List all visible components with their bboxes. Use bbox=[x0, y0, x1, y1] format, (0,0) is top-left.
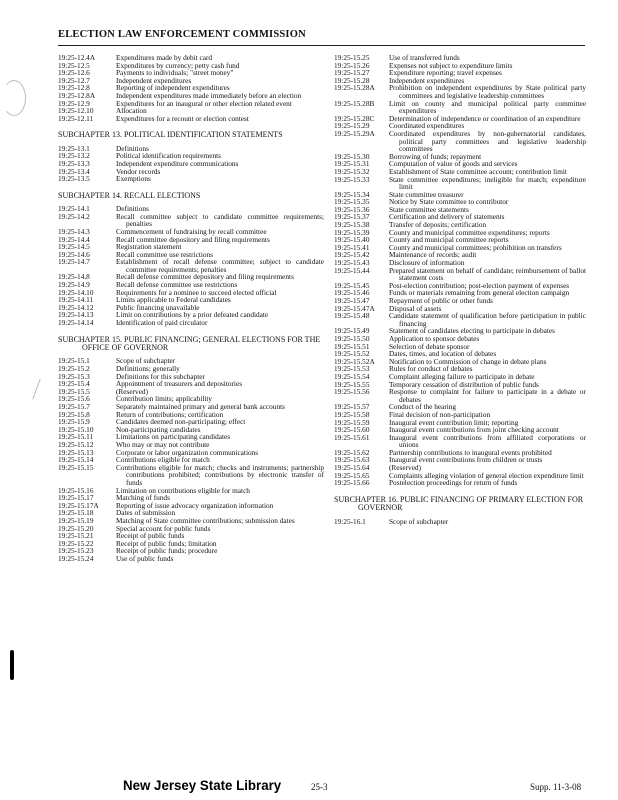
section-number: 19:25-15.58 bbox=[334, 409, 370, 419]
section-number: 19:25-15.28B bbox=[334, 98, 375, 108]
section-title: Independent expenditures bbox=[389, 75, 465, 85]
section-title: Matching of State committee contributions; submission dates bbox=[116, 515, 295, 525]
toc-entry bbox=[334, 456, 586, 464]
toc-entry bbox=[58, 175, 324, 183]
section-number: 19:25-15.11 bbox=[58, 432, 94, 442]
section-title: Disclosure of information bbox=[389, 258, 465, 268]
toc-entry bbox=[334, 100, 586, 115]
section-title: Determination of independence or coordination of an expenditure bbox=[389, 113, 581, 123]
section-number: 19:25-15.57 bbox=[334, 402, 370, 412]
section-number: 19:25-15.5 bbox=[58, 386, 90, 396]
section-title: Contributions eligible for match bbox=[116, 455, 210, 465]
section-title: Inaugural event contributions from joint checking account bbox=[389, 425, 559, 435]
toc-entry bbox=[58, 236, 324, 244]
section-number: 19:25-14.4 bbox=[58, 234, 90, 244]
left-column bbox=[58, 54, 324, 562]
toc-entry bbox=[58, 213, 324, 228]
section-number: 19:25-15.32 bbox=[334, 166, 370, 176]
section-number: 19:25-14.13 bbox=[58, 310, 94, 320]
section-title: Payments to individuals; "street money" bbox=[116, 68, 234, 78]
section-title: County and municipal committee reports bbox=[389, 235, 509, 245]
section-number: 19:25-15.13 bbox=[58, 447, 94, 457]
section-number: 19:25-14.8 bbox=[58, 272, 90, 282]
section-number: 19:25-15.29 bbox=[334, 121, 370, 131]
section-title: Definitions for this subchapter bbox=[116, 371, 205, 381]
section-number: 19:25-15.10 bbox=[58, 424, 94, 434]
section-title: Selection of debate sponsor bbox=[389, 341, 470, 351]
subchapter-heading: SUBCHAPTER 14. RECALL ELECTIONS bbox=[58, 190, 201, 200]
section-title: Conduct of the hearing bbox=[389, 402, 457, 412]
section-title: State committee treasurer bbox=[389, 189, 464, 199]
section-number: 19:25-15.43 bbox=[334, 258, 370, 268]
section-title: Scope of subchapter bbox=[116, 356, 176, 366]
section-number: 19:25-15.35 bbox=[334, 197, 370, 207]
section-title: (Reserved) bbox=[116, 386, 149, 396]
section-number: 19:25-15.22 bbox=[58, 538, 94, 548]
section-title: Reporting of independent expenditures bbox=[116, 83, 230, 93]
section-title: Computation of value of goods and services bbox=[389, 159, 518, 169]
toc-entry bbox=[58, 100, 324, 108]
section-title: Public financing unavailable bbox=[116, 302, 200, 312]
toc-entry bbox=[58, 487, 324, 495]
section-number: 19:25-15.25 bbox=[334, 53, 370, 62]
section-number: 19:25-15.4 bbox=[58, 379, 90, 389]
toc-entry bbox=[334, 518, 586, 526]
section-number: 19:25-15.61 bbox=[334, 432, 370, 442]
section-number: 19:25-15.40 bbox=[334, 235, 370, 245]
section-title: Vendor records bbox=[116, 166, 161, 176]
section-number: 19:25-15.18 bbox=[58, 508, 94, 518]
section-number: 19:25-15.2 bbox=[58, 364, 90, 374]
section-number: 19:25-15.36 bbox=[334, 204, 370, 214]
section-number: 19:25-15.53 bbox=[334, 364, 370, 374]
section-number: 19:25-15.1 bbox=[58, 356, 90, 366]
section-title: Requirements for a nominee to succeed elected official bbox=[116, 287, 277, 297]
section-title: Registration statement bbox=[116, 242, 182, 252]
section-title: Receipt of public funds bbox=[116, 531, 185, 541]
section-title: Political identification requirements bbox=[116, 151, 221, 161]
section-number: 19:25-15.49 bbox=[334, 326, 370, 336]
section-number: 19:25-13.4 bbox=[58, 166, 90, 176]
section-number: 19:25-15.15 bbox=[58, 462, 94, 472]
section-title: Response to complaint for failure to participate in a debate or debates bbox=[389, 387, 586, 404]
subchapter-heading: SUBCHAPTER 15. PUBLIC FINANCING; GENERAL ELECTIONS FOR THE OFFICE OF GOVERNOR bbox=[58, 334, 321, 353]
toc-entry bbox=[58, 464, 324, 487]
section-title: Definitions bbox=[116, 204, 149, 214]
subchapter-heading: SUBCHAPTER 16. PUBLIC FINANCING OF PRIMARY ELECTION FOR GOVERNOR bbox=[334, 494, 584, 513]
section-title: Use of public funds bbox=[116, 553, 174, 563]
section-number: 19:25-15.16 bbox=[58, 485, 94, 495]
section-number: 19:25-13.5 bbox=[58, 174, 90, 184]
section-title: Contribution limits; applicability bbox=[116, 394, 213, 404]
section-number: 19:25-12.8A bbox=[58, 90, 96, 100]
section-title: Candidate statement of qualification before participation in public financing bbox=[389, 311, 586, 328]
section-title: Limit on contributions by a prior defeated candidate bbox=[116, 310, 269, 320]
section-number: 19:25-12.10 bbox=[58, 106, 94, 116]
section-title: Limitations on participating candidates bbox=[116, 432, 231, 442]
right-column bbox=[334, 54, 586, 525]
section-number: 19:25-12.9 bbox=[58, 98, 90, 108]
section-title: Contributions eligible for match; checks and instruments; partnership contributions prohibited; contributions by electronic transfer of funds bbox=[116, 462, 324, 487]
section-title: Expenditures made by debit card bbox=[116, 53, 213, 62]
section-number: 19:25-15.47A bbox=[334, 303, 375, 313]
section-title: Prepared statement on behalf of candidate; reimbursement of ballot statement costs bbox=[389, 265, 586, 283]
page-number: 25-3 bbox=[311, 782, 328, 792]
section-title: County and municipal committee expenditures; reports bbox=[389, 227, 550, 237]
section-title: County and municipal committees; prohibition on transfers bbox=[389, 242, 562, 252]
section-number: 19:25-15.44 bbox=[334, 265, 370, 275]
section-title: Who may or may not contribute bbox=[116, 439, 210, 449]
section-number: 19:25-14.14 bbox=[58, 318, 94, 328]
toc-entry bbox=[58, 258, 324, 273]
section-number: 19:25-15.29A bbox=[334, 128, 375, 138]
section-title: Repayment of public or other funds bbox=[389, 296, 493, 305]
section-title: State committee statements bbox=[389, 204, 469, 214]
section-title: Notice by State committee to contributor bbox=[389, 197, 509, 207]
section-number: 19:25-12.11 bbox=[58, 113, 94, 123]
section-title: Prohibition on independent expenditures by State political party committees and legislative leadership committees bbox=[389, 83, 586, 100]
section-title: Independent expenditure communications bbox=[116, 158, 239, 168]
section-title: Limitation on contributions eligible for match bbox=[116, 485, 250, 495]
toc-entry bbox=[58, 357, 324, 365]
toc-entry bbox=[58, 69, 324, 77]
section-title: Recall committee depository and filing requirements bbox=[116, 234, 270, 244]
section-title: Expenditure reporting; travel expenses bbox=[389, 68, 502, 78]
section-number: 19:25-15.66 bbox=[334, 478, 370, 488]
toc-entry bbox=[58, 319, 324, 327]
section-number: 19:25-15.60 bbox=[334, 425, 370, 435]
section-number: 19:25-15.47 bbox=[334, 296, 370, 305]
toc-entry bbox=[334, 479, 586, 487]
scan-margin-tick bbox=[32, 378, 40, 399]
section-number: 19:25-14.2 bbox=[58, 211, 90, 221]
section-number: 19:25-15.48 bbox=[334, 311, 370, 321]
section-title: Notification to Commission of change in debate plans bbox=[389, 356, 547, 366]
section-title: Scope of subchapter bbox=[389, 516, 449, 526]
section-title: Limit on county and municipal political party committee expenditures bbox=[389, 98, 586, 116]
scan-binding-mark bbox=[10, 650, 14, 680]
section-number: 19:25-15.31 bbox=[334, 159, 370, 169]
section-title: Candidates deemed non-participating; effect bbox=[116, 417, 246, 427]
section-title: Expenditures for a recount or election contest bbox=[116, 113, 249, 123]
section-number: 19:25-15.45 bbox=[334, 280, 370, 290]
section-number: 19:25-15.23 bbox=[58, 546, 94, 556]
toc-entry bbox=[334, 312, 586, 327]
section-number: 19:25-14.6 bbox=[58, 249, 90, 259]
section-title: Receipt of public funds; procedure bbox=[116, 546, 218, 556]
toc-entry bbox=[58, 555, 324, 563]
section-title: Non-participating candidates bbox=[116, 424, 201, 434]
section-title: Postelection proceedings for return of funds bbox=[389, 478, 518, 488]
section-number: 19:25-15.52A bbox=[334, 356, 375, 366]
toc-entry bbox=[58, 502, 324, 510]
section-title: Complaint alleging failure to participate in debate bbox=[389, 371, 535, 381]
section-number: 19:25-15.20 bbox=[58, 523, 94, 533]
section-number: 19:25-15.30 bbox=[334, 151, 370, 161]
section-number: 19:25-12.4A bbox=[58, 53, 96, 62]
section-title: Expenditures for an inaugural or other election related event bbox=[116, 98, 292, 108]
section-title: Disposal of assets bbox=[389, 303, 442, 313]
toc-entry bbox=[334, 388, 586, 403]
section-number: 19:25-14.7 bbox=[58, 257, 90, 267]
section-title: State committee expenditures; ineligible for match; expenditure limit bbox=[389, 174, 586, 192]
section-number: 19:25-15.21 bbox=[58, 531, 94, 541]
toc-entry bbox=[334, 267, 586, 282]
section-number: 19:25-15.27 bbox=[334, 68, 370, 78]
section-title: Dates, times, and location of debates bbox=[389, 349, 497, 359]
section-title: Funds or materials remaining from general election campaign bbox=[389, 288, 570, 298]
section-title: Identification of paid circulator bbox=[116, 318, 208, 328]
toc-entry bbox=[334, 434, 586, 449]
section-title: (Reserved) bbox=[389, 463, 422, 473]
toc-entry bbox=[58, 525, 324, 533]
section-title: Expenditures by currency; petty cash fund bbox=[116, 60, 240, 70]
section-title: Limits applicable to Federal candidates bbox=[116, 295, 231, 305]
section-number: 19:25-15.28 bbox=[334, 75, 370, 85]
section-number: 19:25-14.11 bbox=[58, 295, 94, 305]
section-number: 19:25-12.8 bbox=[58, 83, 90, 93]
section-title: Post-election contribution; post-election payment of expenses bbox=[389, 280, 570, 290]
section-title: Dates of submission bbox=[116, 508, 176, 518]
section-number: 19:25-15.28A bbox=[334, 83, 375, 93]
toc-entry bbox=[58, 168, 324, 176]
section-number: 19:25-15.52 bbox=[334, 349, 370, 359]
section-title: Reporting of issue advocacy organization information bbox=[116, 500, 274, 510]
section-number: 19:25-15.51 bbox=[334, 341, 370, 351]
toc-entry bbox=[58, 547, 324, 555]
section-number: 19:25-15.56 bbox=[334, 387, 370, 397]
section-title: Coordinated expenditures by non-gubernatorial candidates, political party committees and legislative leadership committees bbox=[389, 128, 586, 154]
section-number: 19:25-15.63 bbox=[334, 455, 370, 465]
section-number: 19:25-15.6 bbox=[58, 394, 90, 404]
section-title: Inaugural event contribution limit; reporting bbox=[389, 417, 519, 427]
section-title: Partnership contributions to inaugural events prohibited bbox=[389, 447, 552, 457]
section-title: Inaugural event contributions from children or trusts bbox=[389, 455, 543, 465]
section-number: 19:25-14.1 bbox=[58, 204, 90, 214]
section-number: 19:25-15.62 bbox=[334, 447, 370, 457]
section-title: Return of contributions; certification bbox=[116, 409, 224, 419]
section-number: 19:25-14.9 bbox=[58, 280, 90, 290]
section-number: 19:25-14.10 bbox=[58, 287, 94, 297]
section-title: Use of transferred funds bbox=[389, 53, 460, 62]
section-number: 19:25-15.17A bbox=[58, 500, 99, 510]
section-number: 19:25-15.54 bbox=[334, 371, 370, 381]
section-number: 19:25-14.5 bbox=[58, 242, 90, 252]
scan-margin-mark bbox=[2, 80, 26, 116]
section-number: 19:25-15.42 bbox=[334, 250, 370, 260]
section-title: Maintenance of records; audit bbox=[389, 250, 477, 260]
section-title: Recall committee use restrictions bbox=[116, 249, 214, 259]
section-number: 19:25-15.17 bbox=[58, 493, 94, 503]
toc-entry bbox=[334, 84, 586, 99]
section-number: 19:25-15.37 bbox=[334, 212, 370, 222]
section-title: Recall defense committee depository and filing requirements bbox=[116, 272, 294, 282]
section-number: 19:25-15.26 bbox=[334, 60, 370, 70]
section-number: 19:25-15.8 bbox=[58, 409, 90, 419]
section-number: 19:25-15.41 bbox=[334, 242, 370, 252]
section-title: Temporary cessation of distribution of public funds bbox=[389, 379, 539, 389]
section-title: Rules for conduct of debates bbox=[389, 364, 473, 374]
section-number: 19:25-15.50 bbox=[334, 333, 370, 343]
section-title: Complaints alleging violation of general election expenditure limit bbox=[389, 470, 584, 480]
section-number: 19:25-15.39 bbox=[334, 227, 370, 237]
section-title: Transfer of deposits; certification bbox=[389, 220, 487, 230]
section-title: Certification and delivery of statements bbox=[389, 212, 505, 222]
subchapter-heading: SUBCHAPTER 13. POLITICAL IDENTIFICATION STATEMENTS bbox=[58, 130, 283, 140]
section-title: Definitions bbox=[116, 143, 149, 153]
section-number: 19:25-15.64 bbox=[334, 463, 370, 473]
toc-entry bbox=[334, 176, 586, 191]
toc-entry bbox=[334, 130, 586, 153]
section-number: 19:25-15.19 bbox=[58, 515, 94, 525]
section-title: Inaugural event contributions from affiliated corporations or unions bbox=[389, 432, 586, 450]
section-number: 19:25-16.1 bbox=[334, 516, 366, 526]
section-number: 19:25-15.12 bbox=[58, 439, 94, 449]
section-number: 19:25-15.33 bbox=[334, 174, 370, 184]
section-number: 19:25-15.14 bbox=[58, 455, 94, 465]
page-header: ELECTION LAW ENFORCEMENT COMMISSION bbox=[58, 29, 306, 40]
section-number: 19:25-15.65 bbox=[334, 470, 370, 480]
section-number: 19:25-12.7 bbox=[58, 75, 90, 85]
toc-entry bbox=[58, 115, 324, 123]
section-title: Corporate or labor organization communications bbox=[116, 447, 259, 457]
section-number: 19:25-13.2 bbox=[58, 151, 90, 161]
section-number: 19:25-15.3 bbox=[58, 371, 90, 381]
section-title: Special account for public funds bbox=[116, 523, 211, 533]
section-number: 19:25-12.5 bbox=[58, 60, 90, 70]
section-number: 19:25-13.3 bbox=[58, 158, 90, 168]
section-number: 19:25-15.24 bbox=[58, 553, 94, 563]
section-title: Definitions; generally bbox=[116, 364, 180, 374]
header-rule bbox=[58, 45, 585, 46]
section-number: 19:25-15.59 bbox=[334, 417, 370, 427]
section-number: 19:25-15.55 bbox=[334, 379, 370, 389]
section-title: Recall committee subject to candidate committee requirements; penalties bbox=[116, 211, 324, 229]
section-title: Statement of candidates electing to participate in debates bbox=[389, 326, 555, 336]
section-title: Recall defense committee use restrictions bbox=[116, 280, 238, 290]
section-number: 19:25-15.9 bbox=[58, 417, 90, 427]
toc-entry bbox=[58, 380, 324, 388]
section-title: Separately maintained primary and general bank accounts bbox=[116, 402, 285, 411]
section-title: Independent expenditures made immediately before an election bbox=[116, 90, 302, 100]
section-number: 19:25-12.6 bbox=[58, 68, 90, 78]
section-title: Expenses not subject to expenditure limits bbox=[389, 60, 513, 70]
section-title: Establishment of State committee account; contribution limit bbox=[389, 166, 567, 176]
section-title: Allocation bbox=[116, 106, 147, 116]
section-number: 19:25-15.28C bbox=[334, 113, 375, 123]
section-number: 19:25-13.1 bbox=[58, 143, 90, 153]
section-number: 19:25-15.7 bbox=[58, 402, 90, 411]
toc-entry bbox=[58, 160, 324, 168]
section-title: Independent expenditures bbox=[116, 75, 192, 85]
section-number: 19:25-15.46 bbox=[334, 288, 370, 298]
section-title: Borrowing of funds; repayment bbox=[389, 151, 482, 161]
section-title: Commencement of fundraising by recall committee bbox=[116, 226, 267, 236]
section-title: Exemptions bbox=[116, 174, 151, 184]
supplement-date: Supp. 11-3-08 bbox=[530, 782, 582, 792]
section-title: Receipt of public funds; limitation bbox=[116, 538, 217, 548]
library-stamp: New Jersey State Library bbox=[123, 777, 282, 793]
section-title: Coordinated expenditures bbox=[389, 121, 465, 131]
section-number: 19:25-14.3 bbox=[58, 226, 90, 236]
section-number: 19:25-15.34 bbox=[334, 189, 370, 199]
section-number: 19:25-14.12 bbox=[58, 302, 94, 312]
section-number: 19:25-15.38 bbox=[334, 220, 370, 230]
section-title: Matching of funds bbox=[116, 493, 170, 503]
section-title: Application to sponsor debates bbox=[389, 333, 480, 343]
section-title: Final decision of non-participation bbox=[389, 409, 491, 419]
section-title: Establishment of recall defense committee; subject to candidate committee requirements; penalties bbox=[116, 257, 324, 274]
section-title: Appointment of treasurers and depositories bbox=[116, 379, 243, 389]
